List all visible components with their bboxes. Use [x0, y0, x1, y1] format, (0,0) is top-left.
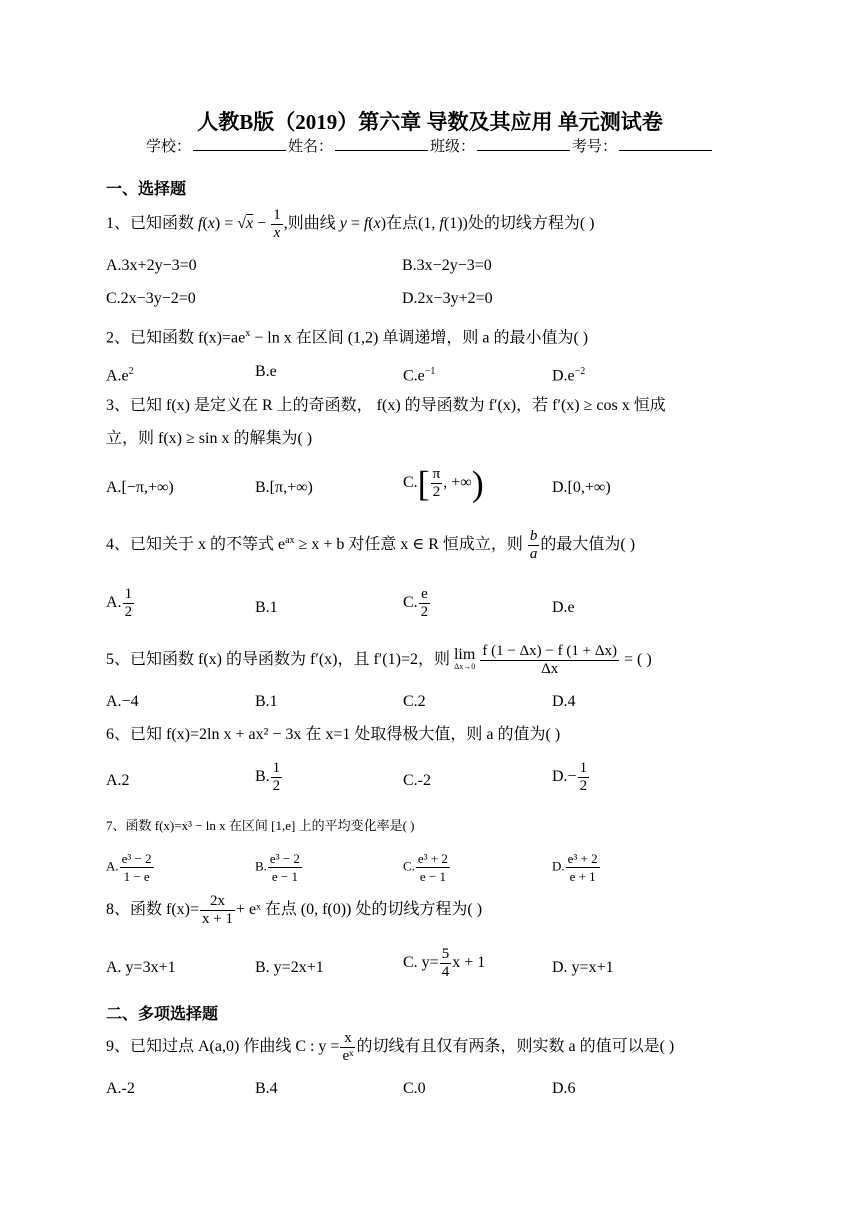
q8-option-a[interactable]: A. y=3x+1 [106, 959, 176, 976]
question-8: 8、函数 f(x)= $\frac{2x}{x + 1}$ + eˣ 在点 (0, f(0)) 处的切线方程为( ) [106, 893, 483, 927]
question-2: 2、已知函数 $f(x)=ae^x - \ln x$ 在区间 (1,2) 单调递增，则 a 的最小值为( ) [106, 328, 589, 347]
q8-option-d[interactable]: D. y=x+1 [552, 959, 614, 976]
q3-option-b[interactable]: B.[π,+∞) [255, 479, 313, 496]
q1-option-b[interactable]: B.3x−2y−3=0 [402, 257, 492, 274]
q1-option-c[interactable]: C.2x−3y−2=0 [106, 290, 196, 307]
q5-option-b[interactable]: B.1 [255, 693, 278, 710]
q6-option-d[interactable]: D.− $\frac{1}{2}$ [552, 760, 588, 794]
question-4: 4、已知关于 x 的不等式 $e^{ax} \ge x + b$ 对任意 x ∈ R 恒成立，则 $\frac{b}{a}$ 的最大值为( ) [106, 528, 636, 562]
q1-option-d[interactable]: D.2x−3y+2=0 [402, 290, 493, 307]
name-blank[interactable] [335, 136, 428, 151]
school-blank[interactable] [193, 136, 286, 151]
q9-option-a[interactable]: A.-2 [106, 1080, 135, 1097]
name-label: 姓名： [287, 139, 333, 155]
q2-option-d[interactable]: $D.e^{-2}$ [552, 366, 586, 385]
page-title: 人教B版（2019）第六章 导数及其应用 单元测试卷 [197, 110, 663, 134]
q1-option-a[interactable]: A.3x+2y−3=0 [106, 257, 197, 274]
q7-option-a[interactable]: A. $\frac{\text{e³ − 2}}{1 - e}$ [106, 851, 152, 884]
q8-option-c[interactable]: C. y= $\frac{5}{4}$ x + 1 [403, 946, 486, 980]
q2-option-c[interactable]: $C.e^{-1}$ [403, 366, 436, 385]
question-1: 1、已知函数 f(x) = √x − $\frac{1}{x}$ ,则曲线 y = f(x)在点(1, f(1))处的切线方程为( ) [106, 207, 595, 241]
q9-option-c[interactable]: C.0 [403, 1080, 426, 1097]
q6-option-a[interactable]: A.2 [106, 772, 130, 789]
question-9: 9、已知过点 A(a,0) 作曲线 C : y = $\frac{x}{\text{eˣ}}$ 的切线有且仅有两条，则实数 a 的值可以是( ) [106, 1030, 675, 1064]
q4-option-a[interactable]: A. $\frac{1}{2}$ [106, 586, 133, 620]
q9-option-b[interactable]: B.4 [255, 1080, 278, 1097]
question-5: 5、已知函数 f(x) 的导函数为 f′(x)，且 f′(1)=2，则 lim Δx→0 $\frac{f (1 - \Delta x) - f (1 + \Delta x)}{\Delta x}$ = ( ) [106, 643, 652, 677]
q2-option-b[interactable]: B.e [255, 363, 277, 380]
q3-option-a[interactable]: A.[−π,+∞) [106, 479, 174, 496]
q3-option-d[interactable]: D.[0,+∞) [552, 479, 611, 496]
exam-no-label: 考号： [572, 139, 618, 155]
q3-option-c[interactable]: C.[ $\frac{\pi}{2}$ , +∞) [403, 463, 484, 504]
class-blank[interactable] [477, 136, 570, 151]
school-label: 学校： [145, 139, 191, 155]
q6-option-b[interactable]: B. $\frac{1}{2}$ [255, 760, 281, 794]
q5-option-a[interactable]: A.−4 [106, 693, 139, 710]
q4-option-d[interactable]: D.e [552, 599, 575, 616]
question-6: 6、已知 f(x)=2ln x + ax² − 3x 在 x=1 处取得极大值，则 a 的值为( ) [106, 726, 561, 743]
q8-option-b[interactable]: B. y=2x+1 [255, 959, 324, 976]
q4-option-b[interactable]: B.1 [255, 599, 278, 616]
q7-option-c[interactable]: C. $\frac{\text{e³ + 2}}{e - 1}$ [403, 851, 448, 884]
q4-option-c[interactable]: C. $\frac{e}{2}$ [403, 586, 429, 620]
q2-option-a[interactable]: $A.e^2$ [106, 366, 134, 385]
section-heading-single: 一、选择题 [106, 181, 187, 198]
q5-option-d[interactable]: D.4 [552, 693, 576, 710]
q7-option-b[interactable]: B. $\frac{\text{e³ − 2}}{e - 1}$ [255, 851, 300, 884]
exam-no-blank[interactable] [619, 136, 712, 151]
q9-option-d[interactable]: D.6 [552, 1080, 576, 1097]
q7-option-d[interactable]: D. $\frac{\text{e³ + 2}}{e + 1}$ [552, 851, 598, 884]
student-info-line [0, 135, 860, 156]
class-label: 班级： [430, 139, 476, 155]
question-7: 7、函数 f(x)=x³ − ln x 在区间 [1,e] 上的平均变化率是( ) [106, 818, 415, 833]
question-3-line-2: 立，则 f(x) ≥ sin x 的解集为( ) [106, 430, 313, 447]
q5-option-c[interactable]: C.2 [403, 693, 426, 710]
section-heading-multiple: 二、多项选择题 [106, 1006, 219, 1023]
q6-option-c[interactable]: C.-2 [403, 772, 431, 789]
question-3-line-1: 3、已知 f(x) 是定义在 R 上的奇函数， f(x) 的导函数为 f′(x)，若 f′(x) ≥ cos x 恒成 [106, 397, 666, 414]
